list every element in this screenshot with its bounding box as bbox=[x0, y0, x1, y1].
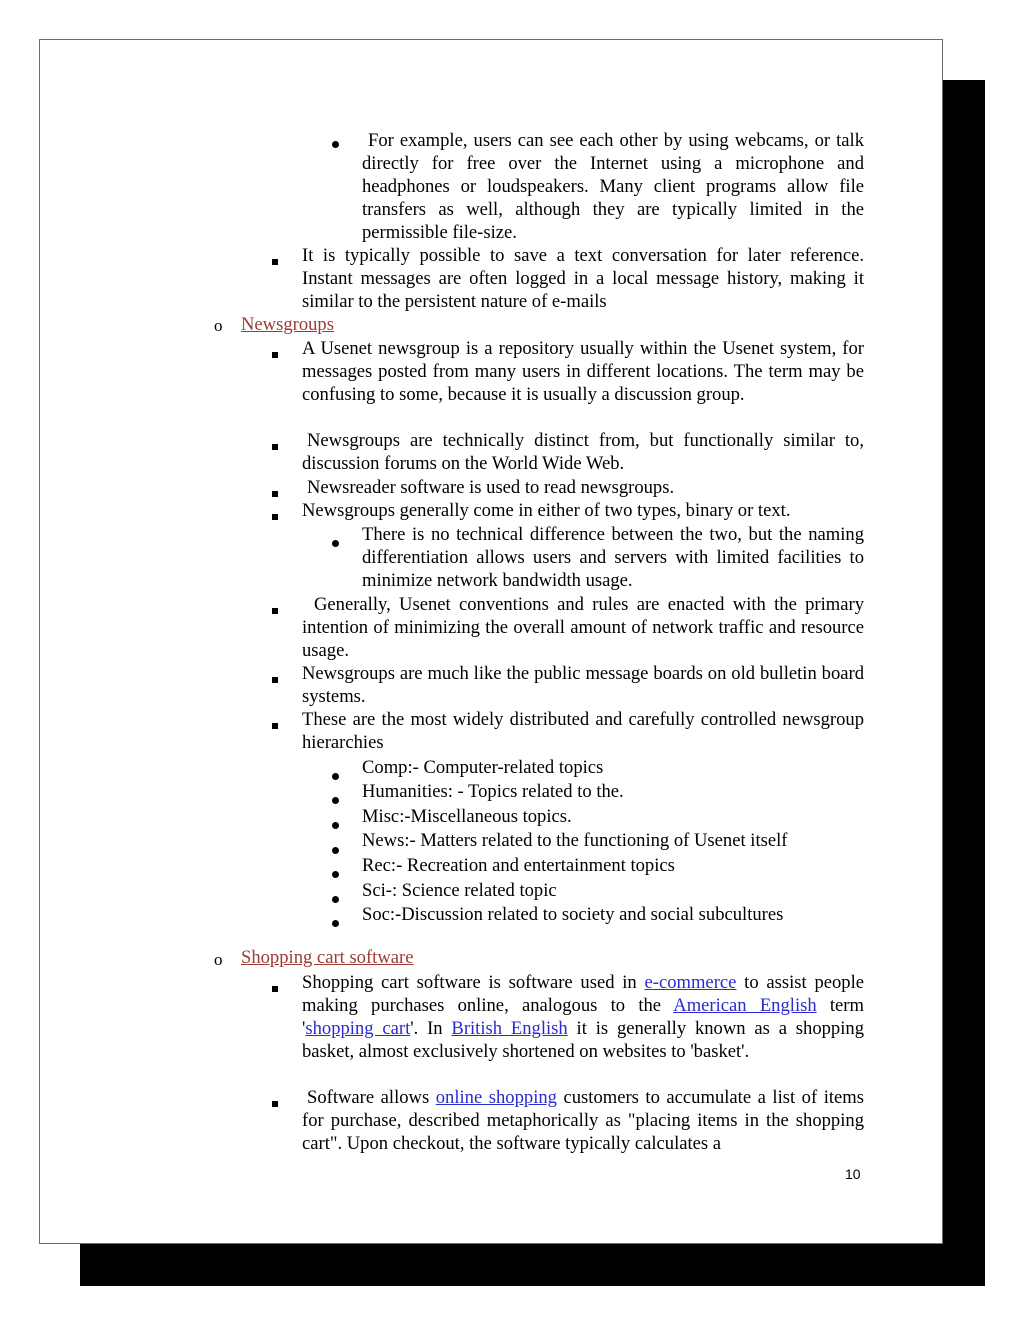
bullet-square bbox=[272, 712, 292, 735]
newsgroups-link[interactable]: Newsgroups bbox=[241, 314, 334, 335]
paragraph-save-conversation: It is typically possible to save a text conversation for later reference. Instant messages are often logged in a local message history, making it similar to the persistent nature of e-mails bbox=[302, 245, 864, 313]
list-item: Comp:- Computer-related topics bbox=[362, 757, 604, 778]
bullet-square bbox=[272, 597, 292, 620]
bullet-square bbox=[272, 1090, 292, 1113]
bullet-dot bbox=[332, 837, 352, 860]
bullet-dot bbox=[332, 886, 352, 909]
bullet-square bbox=[272, 975, 292, 998]
paragraph-technically-distinct: Newsgroups are technically distinct from, but functionally similar to, discussion forums on the World Wide Web. bbox=[302, 430, 864, 475]
online-shopping-link[interactable]: online shopping bbox=[435, 1087, 557, 1108]
list-item: Sci-: Science related topic bbox=[362, 880, 557, 901]
text-span: Software allows bbox=[307, 1087, 436, 1108]
bullet-square bbox=[272, 341, 292, 364]
bullet-dot bbox=[332, 787, 352, 810]
text-span: customers to accumulate a list of items for purchase, described metaphorically as "placing items in the shopping cart". Upon checkout, the software typically calculates a bbox=[302, 1087, 864, 1155]
e-commerce-link[interactable]: e-commerce bbox=[644, 972, 737, 993]
bullet-circle: o bbox=[214, 316, 223, 335]
american-english-link[interactable]: American English bbox=[673, 995, 817, 1017]
bullet-square bbox=[272, 666, 292, 689]
bullet-square bbox=[272, 433, 292, 456]
bullet-square bbox=[272, 248, 292, 271]
list-item: News:- Matters related to the functioning of Usenet itself bbox=[362, 830, 788, 851]
list-item: Soc:-Discussion related to society and social subcultures bbox=[362, 904, 784, 925]
bullet-dot bbox=[332, 812, 352, 835]
bullet-dot bbox=[332, 131, 352, 154]
shopping-cart-link[interactable]: Shopping cart software bbox=[241, 947, 414, 968]
paragraph-webcams: For example, users can see each other by using webcams, or talk directly for free over the Internet using a microphone and headphones or loudspeakers. Many client programs allow file transfers as well, although they are typically limited in the permissible file-size. bbox=[362, 130, 864, 244]
bullet-dot bbox=[332, 910, 352, 933]
paragraph-hierarchies: These are the most widely distributed and carefully controlled newsgroup hierarchies bbox=[302, 709, 864, 754]
bullet-dot bbox=[332, 530, 352, 553]
paragraph-two-types: Newsgroups generally come in either of two types, binary or text. bbox=[302, 500, 791, 521]
text-span: it is generally known as a shopping basket, almost exclusively shortened on websites to 'basket'. bbox=[302, 1018, 864, 1063]
bullet-dot bbox=[332, 861, 352, 884]
page-number: 10 bbox=[845, 1166, 861, 1182]
bullet-circle: o bbox=[214, 950, 223, 969]
text-span: to assist people making purchases online, analogous to the bbox=[302, 972, 865, 1017]
bullet-square bbox=[272, 480, 292, 503]
text-span: term ' bbox=[302, 995, 864, 1040]
bullet-dot bbox=[332, 763, 352, 786]
paragraph-no-technical-difference: There is no technical difference between the two, but the naming differentiation allows users and servers with limited facilities to minimize network bandwidth usage. bbox=[362, 524, 864, 592]
text-span: Shopping cart software is software used in bbox=[302, 972, 645, 993]
list-item: Rec:- Recreation and entertainment topics bbox=[362, 855, 675, 876]
paragraph-usenet-newsgroup: A Usenet newsgroup is a repository usually within the Usenet system, for messages posted from many users in different locations. The term may be confusing to some, because it is usually a discussion group. bbox=[302, 338, 864, 406]
bullet-square bbox=[272, 503, 292, 526]
text-span: '. In bbox=[410, 1018, 452, 1040]
paragraph-usenet-conventions: Generally, Usenet conventions and rules are enacted with the primary intention of minimizing the overall amount of network traffic and resource usage. bbox=[302, 594, 864, 662]
paragraph-online-shopping bbox=[302, 1086, 864, 1155]
document-page bbox=[39, 39, 943, 1244]
british-english-link[interactable]: British English bbox=[451, 1018, 568, 1040]
paragraph-message-boards: Newsgroups are much like the public message boards on old bulletin board systems. bbox=[302, 663, 864, 708]
paragraph-newsreader: Newsreader software is used to read newsgroups. bbox=[307, 477, 675, 498]
page-content bbox=[40, 40, 942, 1243]
list-item: Humanities: - Topics related to the. bbox=[362, 781, 624, 802]
list-item: Misc:-Miscellaneous topics. bbox=[362, 806, 572, 827]
paragraph-shopping-cart bbox=[302, 971, 864, 1063]
shopping-cart-term-link[interactable]: shopping cart bbox=[305, 1018, 411, 1040]
